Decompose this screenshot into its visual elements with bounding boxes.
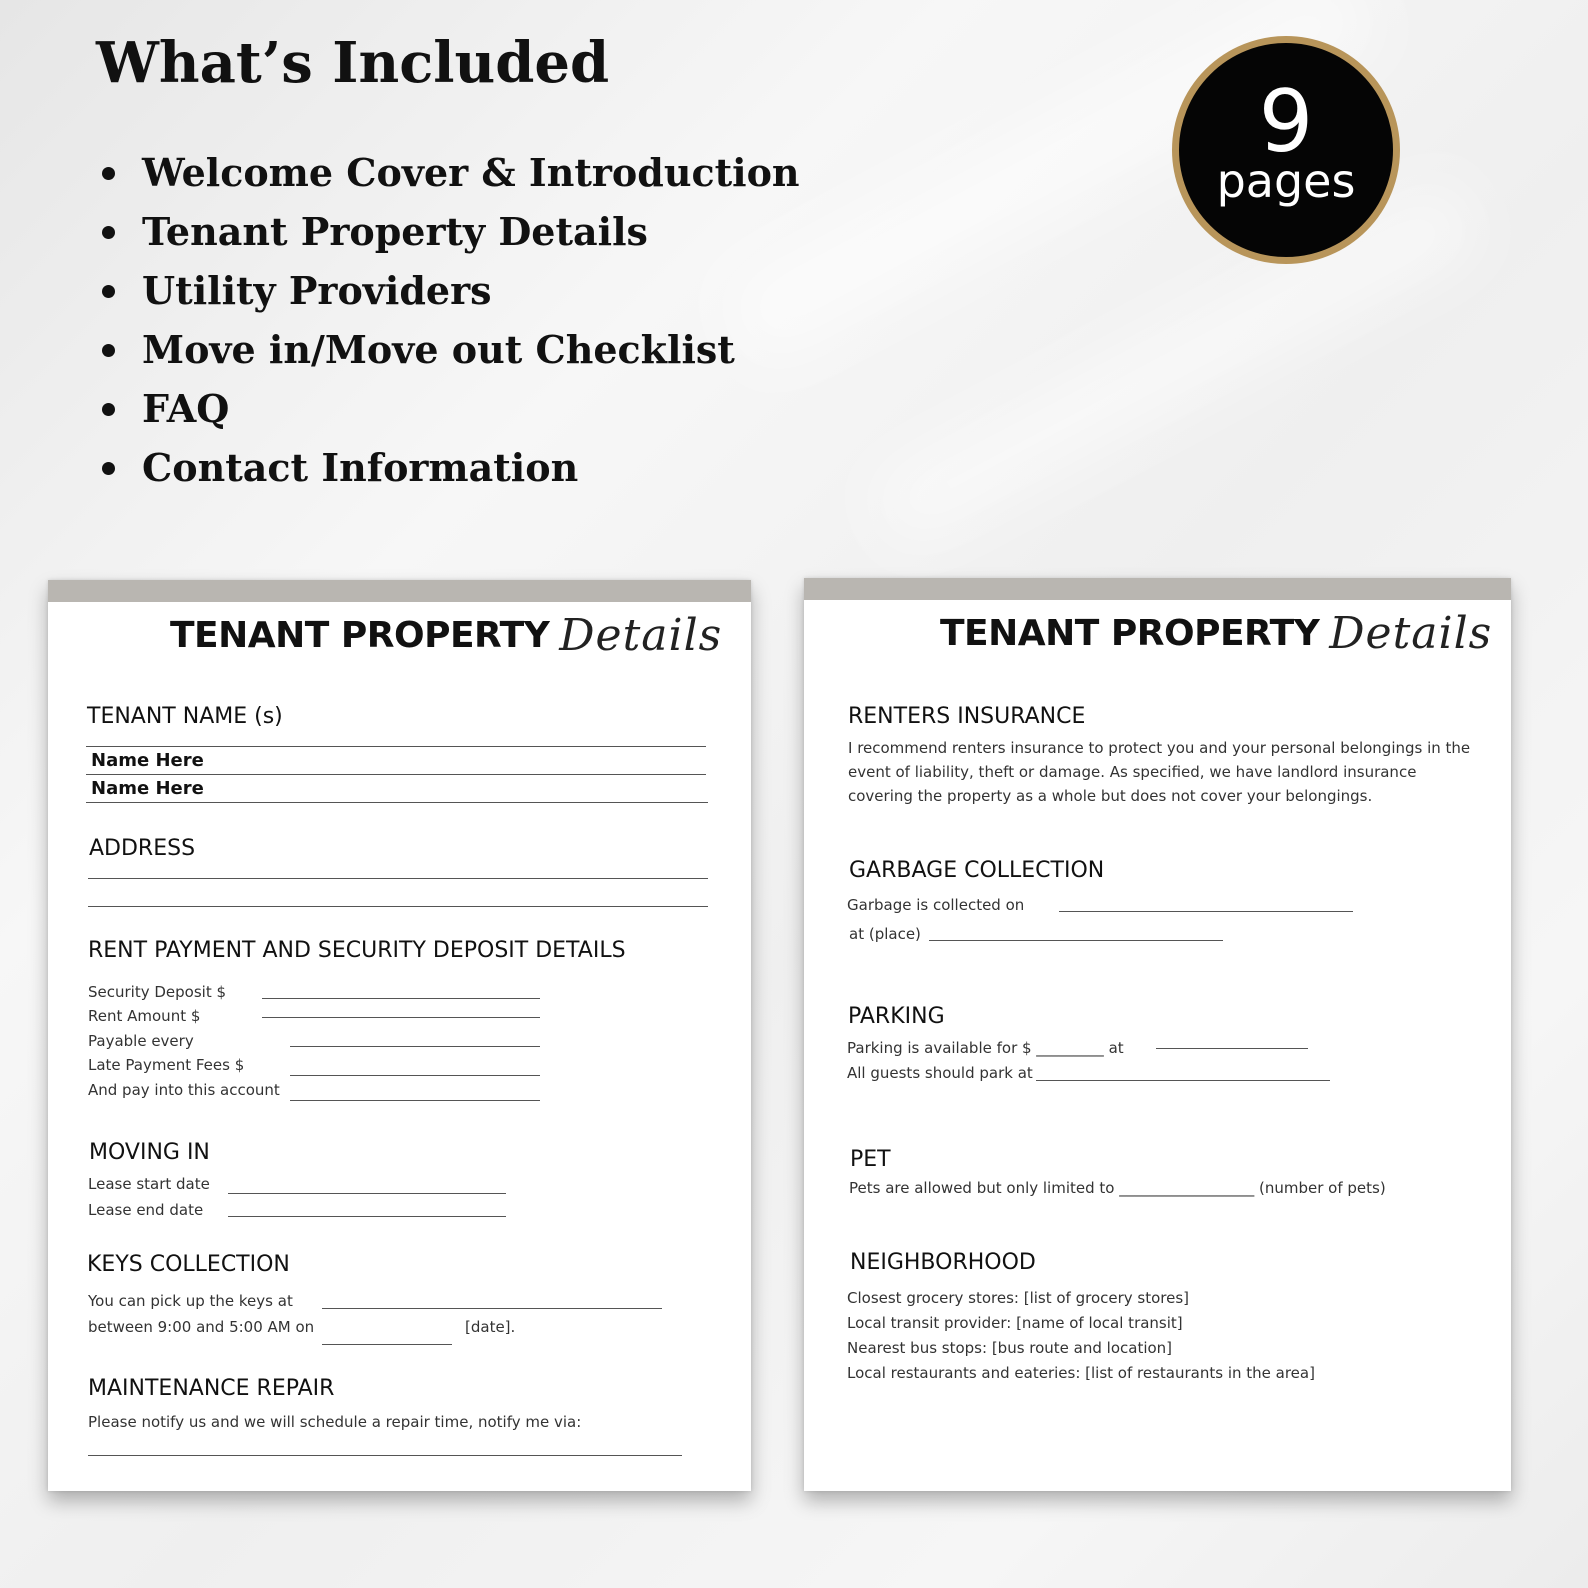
- fill-line: [228, 1193, 506, 1194]
- page-heading: What’s Included: [96, 30, 610, 96]
- maintenance-text: Please notify us and we will schedule a repair time, notify me via:: [88, 1413, 582, 1431]
- fill-line: [86, 802, 708, 803]
- address-heading: ADDRESS: [89, 836, 196, 861]
- guest-parking-label: All guests should park at: [847, 1064, 1033, 1082]
- tenant-name-heading: TENANT NAME (s): [87, 704, 283, 729]
- sheet-title: [170, 610, 722, 661]
- included-item: Utility Providers: [98, 268, 800, 327]
- fill-line: [929, 940, 1223, 941]
- keys-pickup-text: You can pick up the keys at: [88, 1292, 293, 1310]
- rent-heading: RENT PAYMENT AND SECURITY DEPOSIT DETAILS: [88, 938, 626, 963]
- neighborhood-heading: NEIGHBORHOOD: [850, 1250, 1036, 1275]
- fill-line: [322, 1308, 662, 1309]
- insurance-heading: RENTERS INSURANCE: [848, 704, 1086, 729]
- pet-text: Pets are allowed but only limited to __________________ (number of pets): [849, 1179, 1386, 1197]
- payable-every-label: Payable every: [88, 1032, 194, 1050]
- fill-line: [290, 1075, 540, 1076]
- fill-line: [290, 1100, 540, 1101]
- keys-date-suffix: [date].: [465, 1318, 516, 1336]
- included-item: Move in/Move out Checklist: [98, 327, 800, 386]
- left-page-preview: [48, 580, 751, 1491]
- fill-line: [262, 1017, 540, 1018]
- sheet-title-main: TENANT PROPERTY: [940, 613, 1320, 654]
- fill-line: [228, 1216, 506, 1217]
- keys-time-text: between 9:00 and 5:00 AM on: [88, 1318, 315, 1336]
- sheet-header-band: [48, 580, 751, 602]
- fill-line: [86, 774, 706, 775]
- late-fees-label: Late Payment Fees $: [88, 1056, 245, 1074]
- maintenance-heading: MAINTENANCE REPAIR: [88, 1376, 335, 1401]
- insurance-text: I recommend renters insurance to protect you and your personal belongings in the event of liability, theft or damage. As specified, we have landlord insurance covering the property as a whole but does not cover your belongings.: [848, 739, 1471, 805]
- included-item: Tenant Property Details: [98, 209, 800, 268]
- garbage-place-label: at (place): [849, 925, 921, 943]
- fill-line: [88, 906, 708, 907]
- neighborhood-item: Closest grocery stores: [list of grocery stores]: [847, 1289, 1190, 1307]
- tenant-name-2: Name Here: [91, 778, 204, 799]
- fill-line: [262, 998, 540, 999]
- included-item: FAQ: [98, 386, 800, 445]
- fill-line: [290, 1046, 540, 1047]
- right-page-preview: [804, 578, 1511, 1491]
- lease-end-label: Lease end date: [88, 1201, 204, 1219]
- fill-line: [322, 1344, 452, 1345]
- pet-heading: PET: [850, 1147, 891, 1172]
- included-item: Contact Information: [98, 445, 800, 504]
- fill-line: [1036, 1080, 1330, 1081]
- page-count-unit: pages: [1216, 154, 1356, 208]
- sheet-title-script: Details: [1329, 608, 1493, 659]
- included-item: Welcome Cover & Introduction: [98, 150, 800, 209]
- sheet-title: [940, 608, 1492, 659]
- sheet-title-main: TENANT PROPERTY: [170, 615, 550, 656]
- fill-line: [88, 878, 708, 879]
- neighborhood-item: Local transit provider: [name of local transit]: [847, 1314, 1183, 1332]
- neighborhood-item: Local restaurants and eateries: [list of restaurants in the area]: [847, 1364, 1315, 1382]
- fill-line: [1059, 911, 1353, 912]
- keys-heading: KEYS COLLECTION: [87, 1252, 290, 1277]
- account-label: And pay into this account: [88, 1081, 280, 1099]
- sheet-title-script: Details: [559, 610, 723, 661]
- lease-start-label: Lease start date: [88, 1175, 210, 1193]
- fill-line: [86, 746, 706, 747]
- garbage-day-label: Garbage is collected on: [847, 896, 1025, 914]
- rent-amount-label: Rent Amount $: [88, 1007, 201, 1025]
- included-list: [98, 150, 800, 504]
- fill-line: [1156, 1048, 1308, 1049]
- moving-in-heading: MOVING IN: [89, 1140, 210, 1165]
- tenant-name-1: Name Here: [91, 750, 204, 771]
- neighborhood-item: Nearest bus stops: [bus route and location]: [847, 1339, 1173, 1357]
- parking-price-text: Parking is available for $ _________ at: [847, 1039, 1124, 1057]
- fill-line: [88, 1455, 682, 1456]
- page-count-number: 9: [1258, 72, 1314, 172]
- sheet-header-band: [804, 578, 1511, 600]
- page-count-badge: [1172, 36, 1400, 264]
- security-deposit-label: Security Deposit $: [88, 983, 227, 1001]
- parking-heading: PARKING: [848, 1004, 945, 1029]
- garbage-heading: GARBAGE COLLECTION: [849, 858, 1105, 883]
